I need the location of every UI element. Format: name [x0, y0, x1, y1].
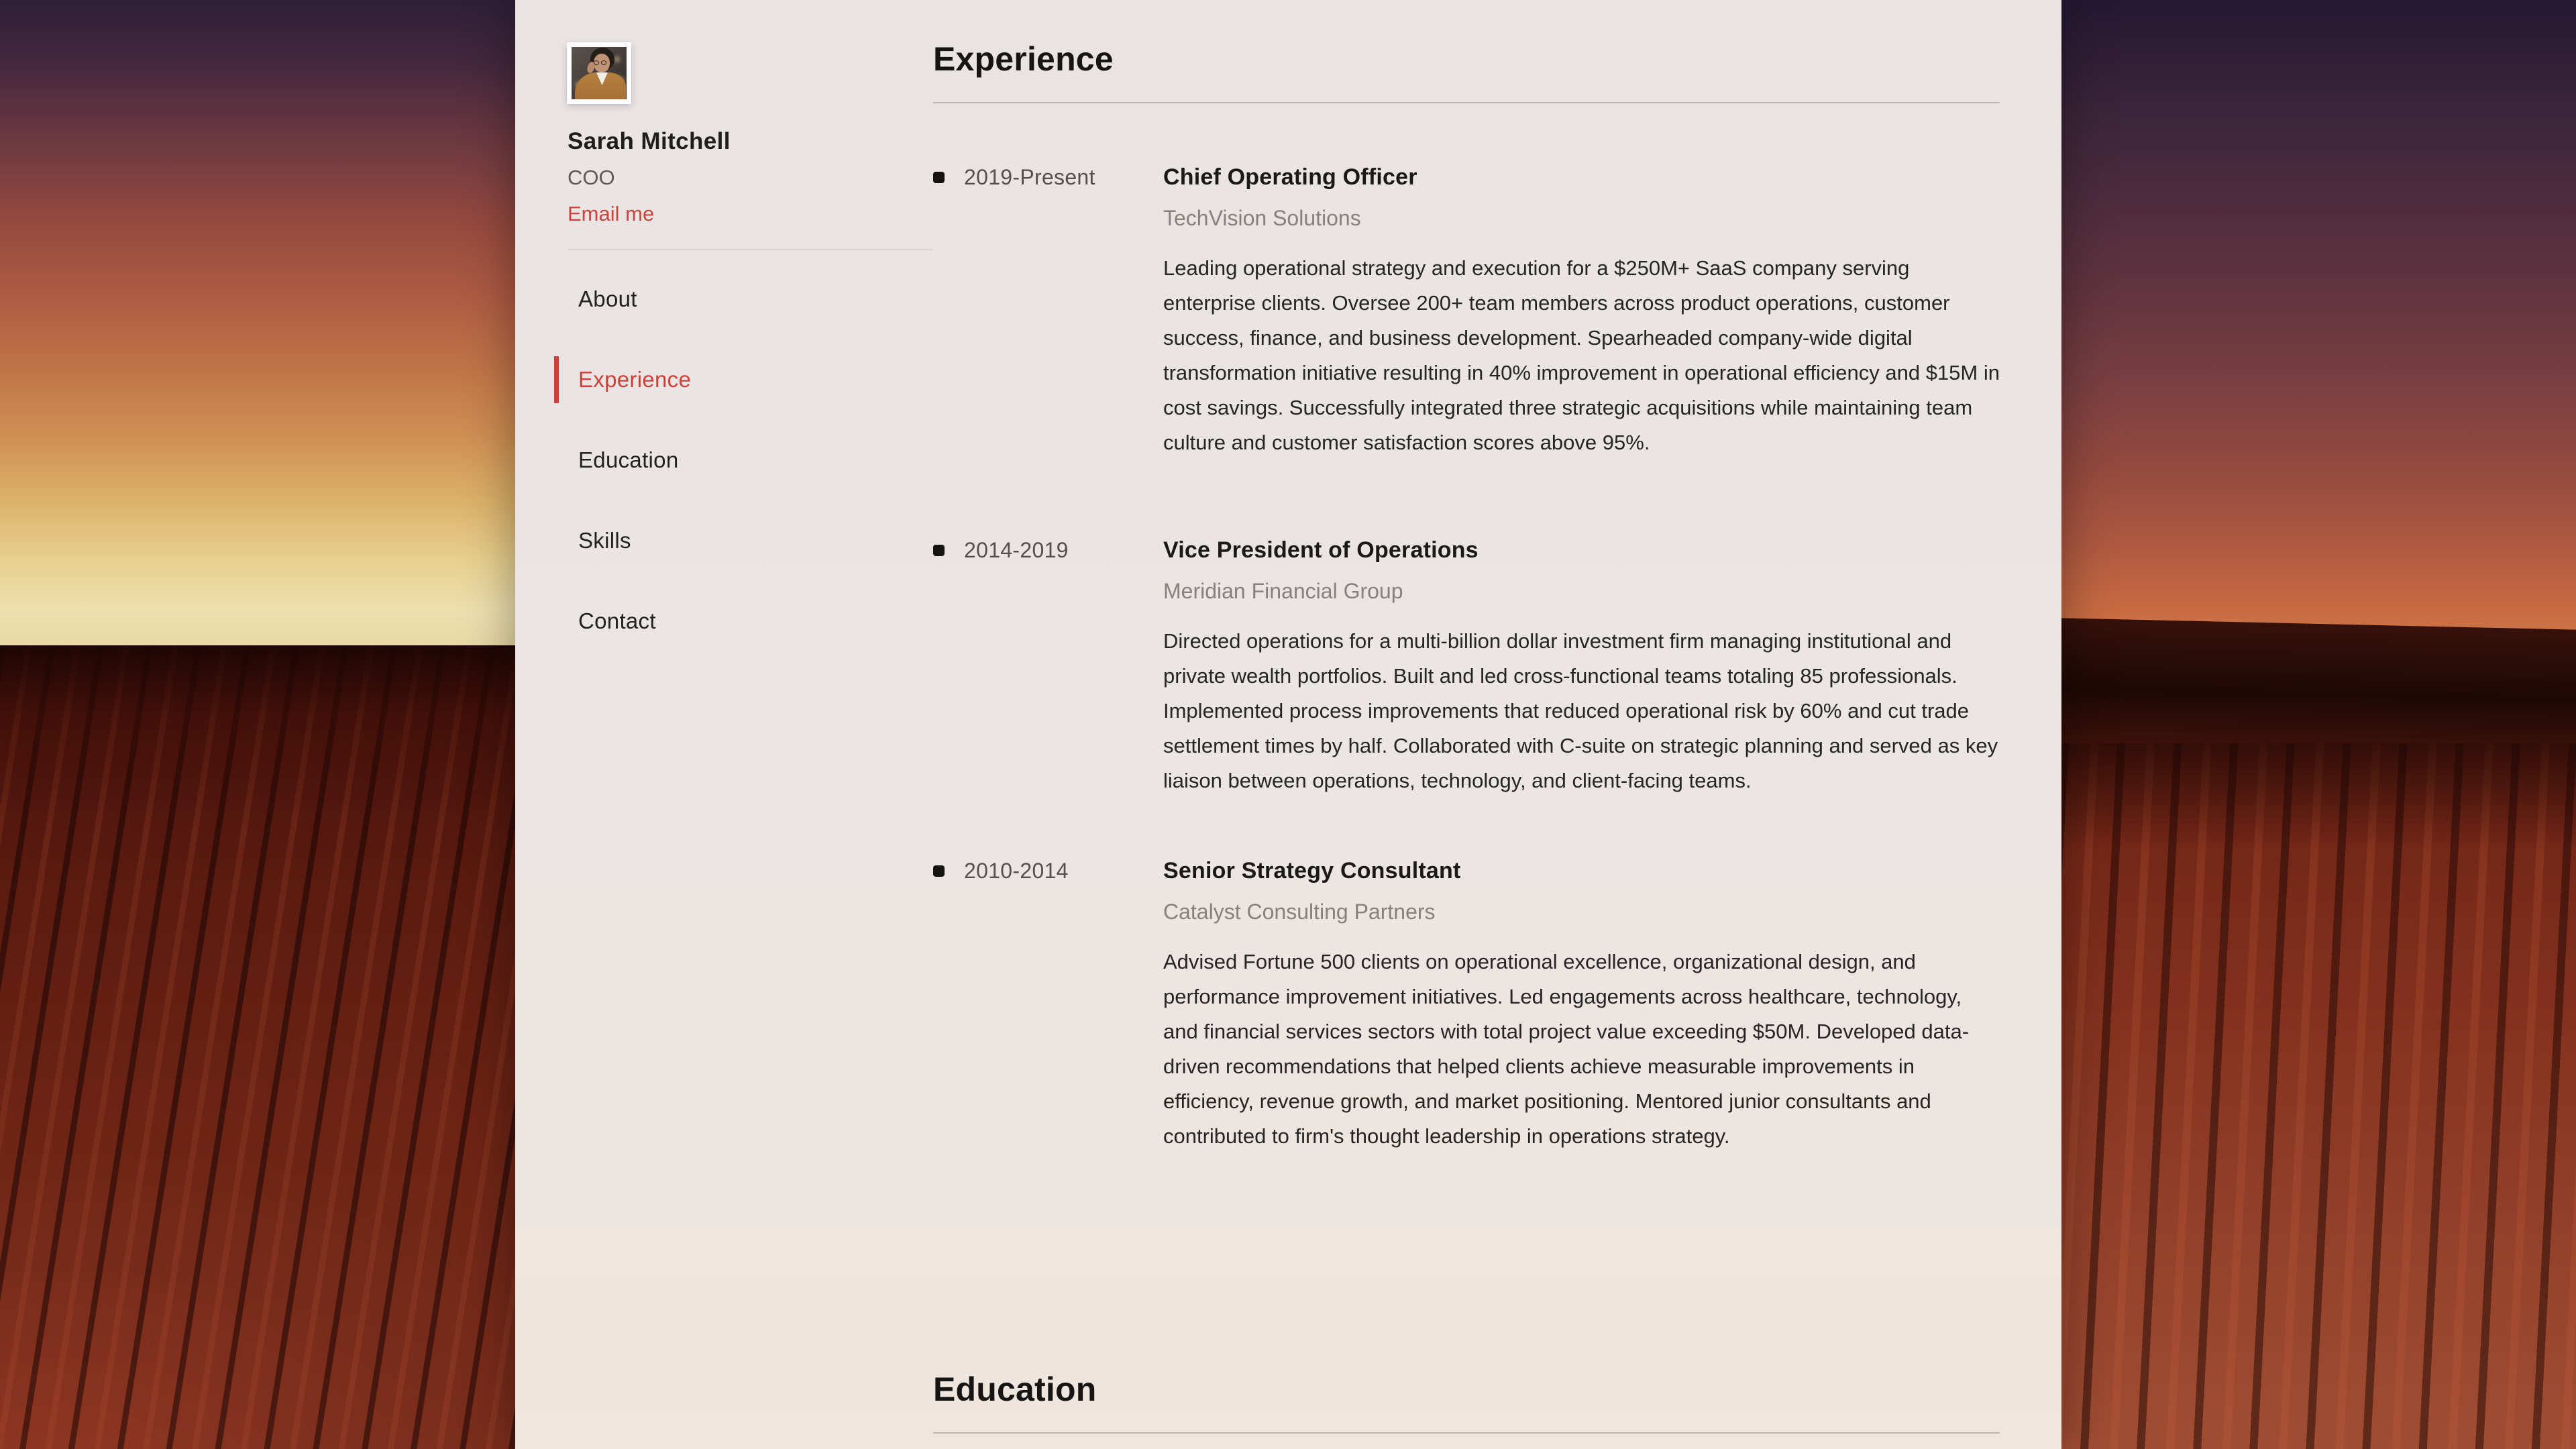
entry-job-title: Vice President of Operations: [1163, 537, 1479, 563]
entry-company: Meridian Financial Group: [1163, 579, 1403, 603]
timeline-marker-icon: [933, 865, 945, 877]
education-section: [933, 1368, 2000, 1434]
entry-description: Advised Fortune 500 clients on operational excellence, organizational design, and performance improvement initiatives. Led engagements across healthcare, technology, and financial services sectors with total project value exceeding $50M. Developed data-driven recommendations that helped clients achieve measurable improvements in efficiency, revenue growth, and market positioning. Mentored junior consultants and contributed to firm's thought leadership in operations strategy.: [1163, 950, 1970, 1148]
sunset-sky-right: [2061, 0, 2576, 661]
entry-period: 2014-2019: [964, 538, 1069, 562]
entry-company: Catalyst Consulting Partners: [1163, 900, 1436, 924]
rippled-sand-right: [2061, 743, 2576, 1449]
sidebar-divider: [567, 249, 933, 250]
entry-company: TechVision Solutions: [1163, 206, 1361, 230]
timeline-marker-icon: [933, 172, 945, 183]
sidebar-item-experience[interactable]: Experience: [554, 365, 903, 394]
experience-entry: [933, 162, 2000, 460]
entry-description: Leading operational strategy and execution for a $250M+ SaaS company serving enterprise clients. Oversee 200+ team members across product operations, customer success, finance, and business development. Spearheaded company-wide digital transformation initiative resulting in 40% improvement in operational efficiency and $15M in cost savings. Successfully integrated three strategic acquisitions while maintaining team culture and customer satisfaction scores above 95%.: [1163, 256, 2000, 454]
sidebar-nav: [554, 284, 903, 687]
entry-content: [1163, 856, 2000, 1154]
experience-entry: [933, 535, 2000, 798]
desert-background-right: [2061, 0, 2576, 1449]
entry-content: [1163, 162, 2000, 460]
photo-glasses: [601, 60, 606, 65]
section-divider: [933, 1432, 2000, 1434]
timeline-marker-icon: [933, 545, 945, 556]
profile-photo: [567, 42, 631, 104]
sidebar-item-contact[interactable]: Contact: [578, 608, 656, 633]
desert-background-left: [0, 0, 517, 1449]
experience-heading: Experience: [933, 40, 1114, 78]
profile-name: Sarah Mitchell: [568, 128, 731, 154]
entry-job-title: Chief Operating Officer: [1163, 164, 1417, 190]
sunset-sky-left: [0, 0, 517, 649]
sidebar-item-education[interactable]: Education: [578, 447, 679, 472]
entry-period: 2019-Present: [964, 165, 1095, 189]
education-heading: Education: [933, 1371, 1097, 1408]
sidebar-item-skills[interactable]: Skills: [578, 528, 631, 553]
experience-entry: [933, 856, 2000, 1154]
experience-section: [933, 38, 2000, 1154]
profile-role: COO: [568, 166, 615, 189]
sand-dune-left: [0, 645, 517, 1449]
photo-bokeh: [614, 56, 620, 62]
sidebar-item-about[interactable]: About: [578, 286, 637, 311]
section-divider: [933, 102, 2000, 103]
entry-job-title: Senior Strategy Consultant: [1163, 858, 1461, 883]
entry-content: [1163, 535, 2000, 798]
resume-card: [515, 0, 2061, 1449]
email-link[interactable]: Email me: [568, 202, 655, 225]
entry-period: 2010-2014: [964, 859, 1069, 883]
photo-glasses: [594, 60, 599, 65]
entry-description: Directed operations for a multi-billion dollar investment firm managing institutional and private wealth portfolios. Built and led cross-functional teams totaling 85 professionals. Implemented process improvements that reduced operational risk by 60% and cut trade settlement times by half. Collaborated with C-suite on strategic planning and served as key liaison between operations, technology, and client-facing teams.: [1163, 629, 1998, 792]
